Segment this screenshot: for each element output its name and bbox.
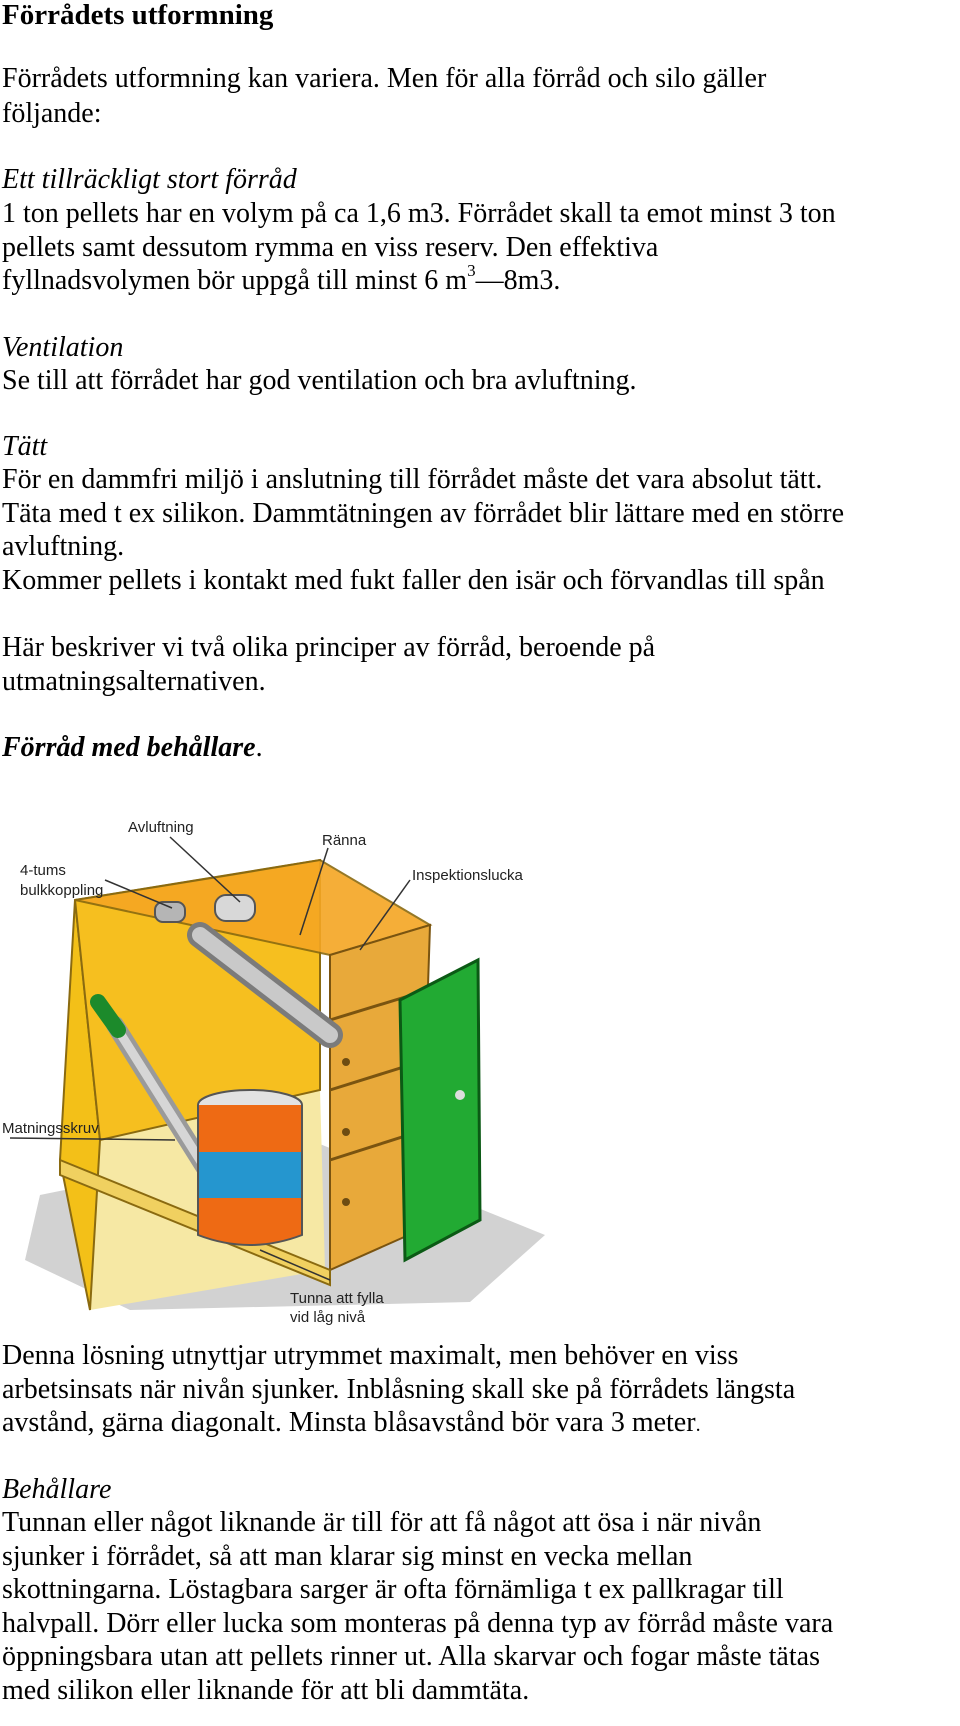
- section-title-storage-size: Ett tillräckligt stort förråd: [2, 164, 297, 195]
- label-tunna-2: vid låg nivå: [290, 1309, 366, 1326]
- label-bulk-coupling-2: bulkkoppling: [20, 882, 104, 899]
- paragraph-line: öppningsbara utan att pellets rinner ut. Alla skarvar och fogar måste tätas: [2, 1641, 820, 1672]
- storage-illustration: [0, 819, 560, 1340]
- label-avluftning: Avluftning: [128, 819, 194, 836]
- paragraph-line: Här beskriver vi två olika principer av förråd, beroende på: [2, 632, 656, 663]
- paragraph-line: Se till att förrådet har god ventilation och bra avluftning.: [2, 365, 637, 396]
- section-title-container-storage: [2, 730, 263, 766]
- label-inspektionslucka: Inspektionslucka: [412, 867, 523, 884]
- section-title-ventilation: Ventilation: [2, 332, 124, 363]
- paragraph-line: arbetsinsats när nivån sjunker. Inblåsning skall ske på förrådets längsta: [2, 1374, 796, 1405]
- paragraph-line: 1 ton pellets har en volym på ca 1,6 m3. Förrådet skall ta emot minst 3 ton: [2, 198, 836, 229]
- section-title-tight: Tätt: [2, 431, 48, 462]
- paragraph-line: [2, 263, 560, 299]
- solution-period: .: [695, 1414, 701, 1436]
- container-storage-heading: Förråd med behållare: [2, 732, 256, 763]
- paragraph-line: skottningarna. Löstagbara sarger är ofta förnämliga t ex pallkragar till: [2, 1574, 784, 1605]
- label-matningsskruv: Matningsskruv: [2, 1120, 99, 1137]
- paragraph-line: med silikon eller liknande för att bli dammtäta.: [2, 1675, 530, 1706]
- cubic-superscript: 3: [467, 261, 476, 280]
- paragraph-line: pellets samt dessutom rymma en viss reserv. Den effektiva: [2, 232, 659, 263]
- paragraph-line: Denna lösning utnyttjar utrymmet maximalt, men behöver en viss: [2, 1340, 739, 1371]
- paragraph-line: avluftning.: [2, 531, 125, 562]
- volume-range-text: —8m3.: [475, 265, 561, 296]
- intro-line: följande:: [2, 98, 102, 129]
- heading-period: .: [255, 732, 263, 763]
- section-title-container: Behållare: [2, 1474, 112, 1505]
- label-ranna: Ränna: [322, 832, 367, 849]
- intro-line: Förrådets utformning kan variera. Men för alla förråd och silo gäller: [2, 63, 767, 94]
- paragraph-line: sjunker i förrådet, så att man klarar sig minst en vecka mellan: [2, 1541, 693, 1572]
- volume-text: fyllnadsvolymen bör uppgå till minst 6 m: [2, 265, 468, 296]
- solution-text: avstånd, gärna diagonalt. Minsta blåsavstånd bör vara 3 meter: [2, 1407, 696, 1438]
- page-title: Förrådets utformning: [2, 0, 274, 31]
- paragraph-line: halvpall. Dörr eller lucka som monteras på denna typ av förråd måste vara: [2, 1608, 834, 1639]
- paragraph-line: För en dammfri miljö i anslutning till förrådet måste det vara absolut tätt.: [2, 464, 823, 495]
- paragraph-line: [2, 1405, 701, 1443]
- paragraph-line: Kommer pellets i kontakt med fukt faller den isär och förvandlas till spån: [2, 565, 825, 596]
- paragraph-line: Täta med t ex silikon. Dammtätningen av förrådet blir lättare med en större: [2, 498, 845, 529]
- label-tunna-1: Tunna att fylla: [290, 1290, 384, 1307]
- paragraph-line: utmatningsalternativen.: [2, 666, 266, 697]
- label-bulk-coupling-1: 4-tums: [20, 862, 66, 879]
- paragraph-line: Tunnan eller något liknande är till för att få något att ösa i när nivån: [2, 1507, 762, 1538]
